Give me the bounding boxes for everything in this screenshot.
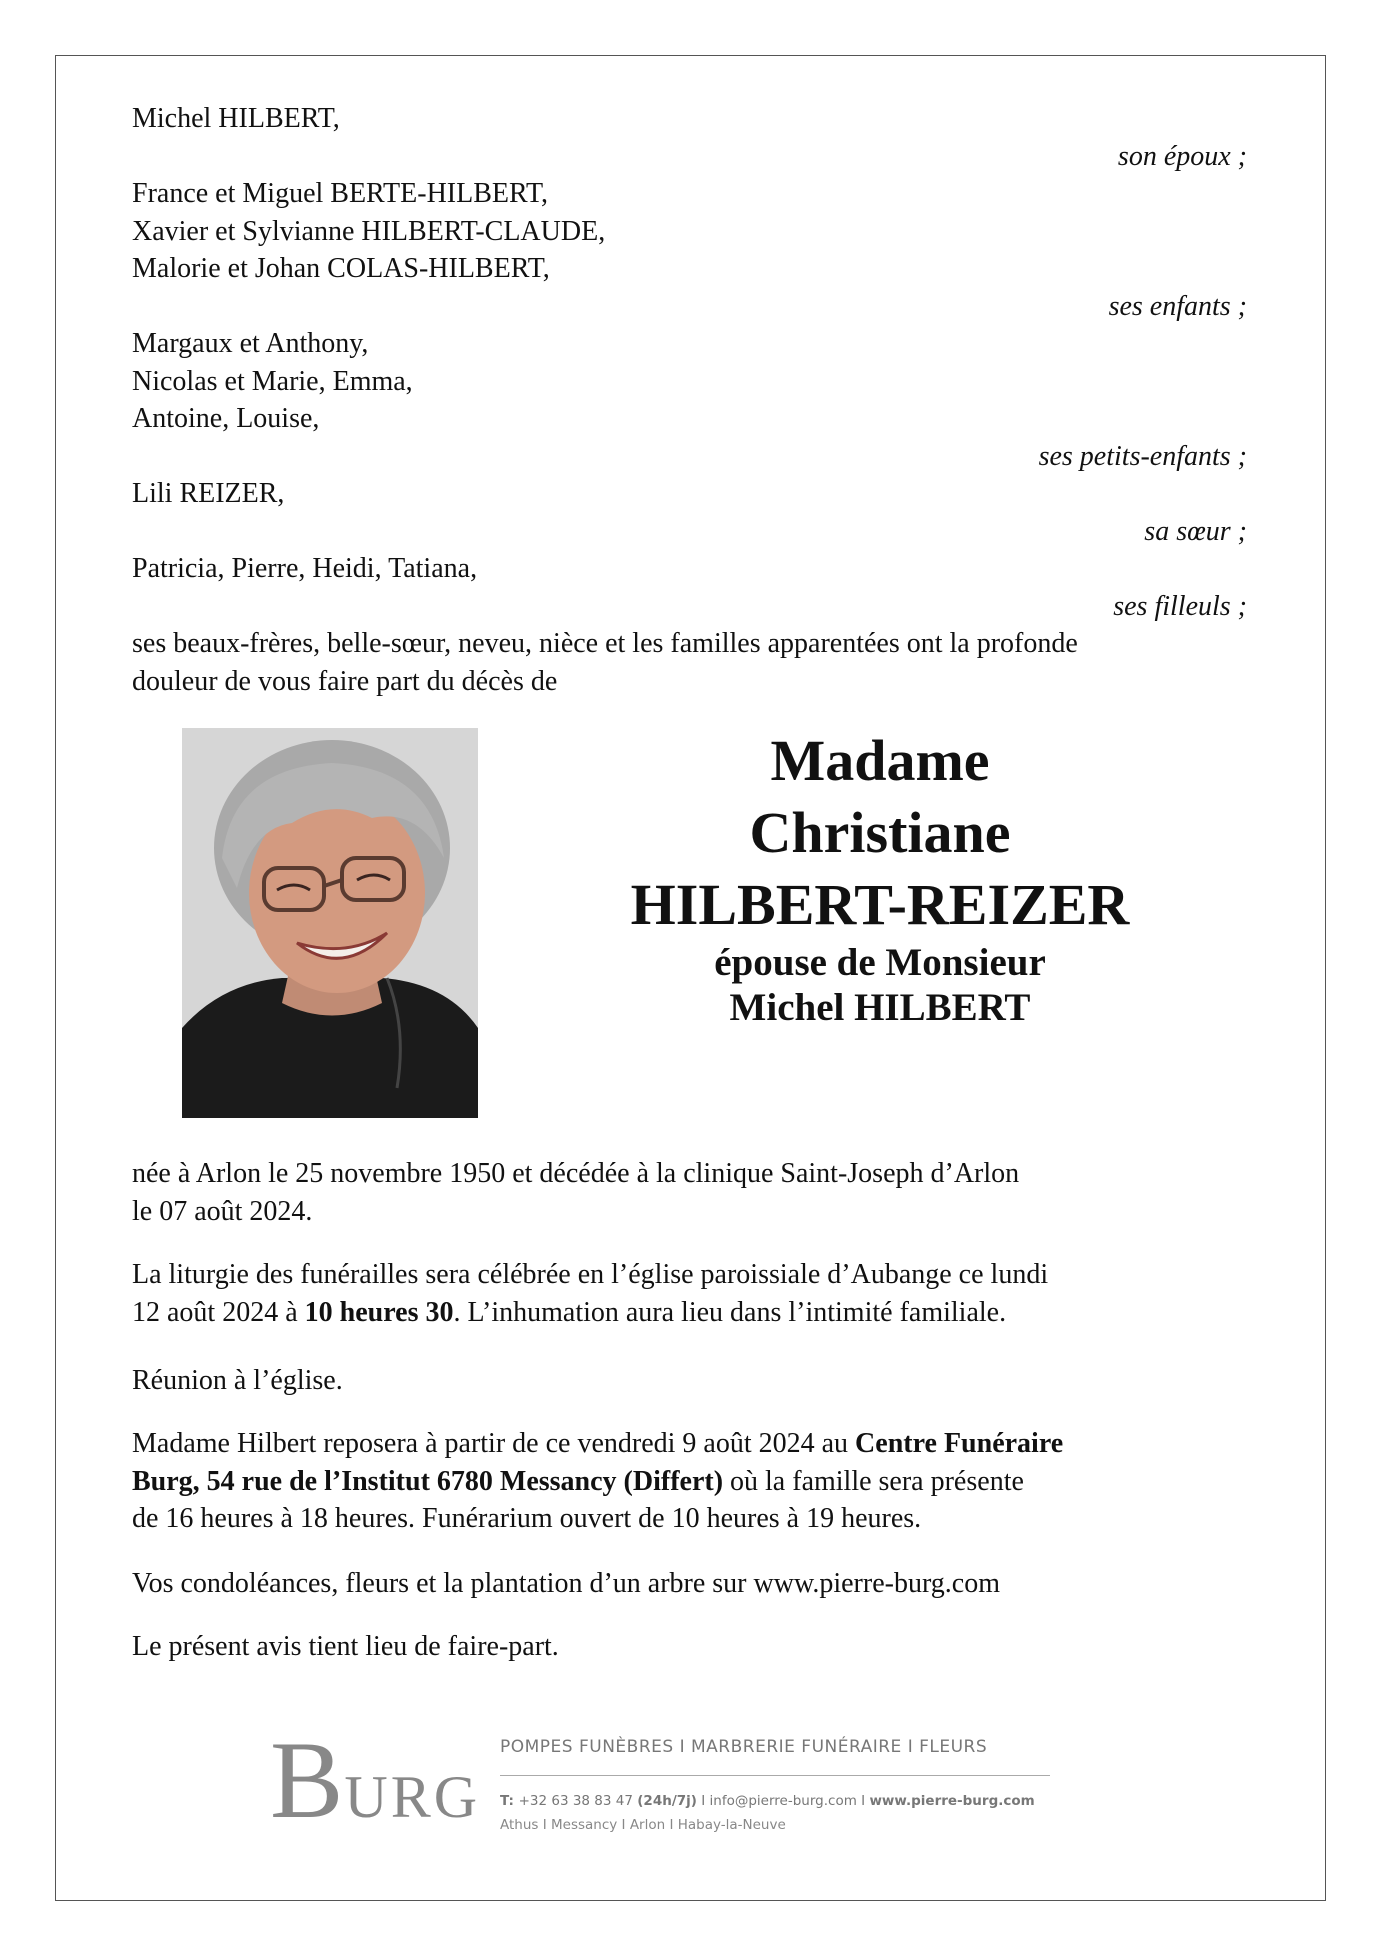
birth-paragraph [132, 1155, 1247, 1230]
liturgy-paragraph [132, 1256, 1247, 1331]
condolences-line: Vos condoléances, fleurs et la plantation d’un arbre sur www.pierre-burg.com [132, 1568, 1000, 1599]
deceased-last-name: HILBERT-REIZER [630, 872, 1130, 937]
rest-text: où la famille sera présente [723, 1465, 1024, 1497]
liturgy-date: 12 août 2024 à [132, 1296, 305, 1328]
child-line: Malorie et Johan COLAS-HILBERT, [132, 253, 550, 284]
funeral-home-footer [270, 1719, 1070, 1845]
phone-prefix: T: [500, 1793, 519, 1809]
notice-paragraph [132, 1628, 1247, 1666]
phone-number: +32 63 38 83 47 [518, 1793, 633, 1809]
grandchild-line: Nicolas et Marie, Emma, [132, 365, 413, 397]
intro-line: douleur de vous faire part du décès de [132, 665, 558, 697]
child-line: France et Miguel BERTE-HILBERT, [132, 178, 549, 209]
deceased-first-name: Christiane [749, 800, 1011, 865]
rest-place: Centre Funéraire [855, 1428, 1064, 1459]
website-link[interactable]: www.pierre-burg.com [869, 1793, 1035, 1809]
grandchild-line: Antoine, Louise, [132, 403, 320, 434]
deceased-title: Madame [770, 728, 990, 793]
spouse-line: Michel HILBERT [729, 986, 1031, 1029]
spouse-line: épouse de Monsieur [714, 941, 1046, 984]
spouse-name: Michel HILBERT, [132, 103, 340, 134]
phone-hours: (24h/7j) [637, 1793, 697, 1809]
rest-line [132, 1425, 1247, 1463]
birth-line: le 07 août 2024. [132, 1195, 313, 1227]
child-line: Xavier et Sylvianne HILBERT-CLAUDE, [132, 215, 606, 247]
rest-line: de 16 heures à 18 heures. Funérarium ouvert de 10 heures à 19 heures. [132, 1503, 922, 1534]
sister-label: sa sœur ; [1144, 515, 1247, 547]
separator: I [861, 1793, 866, 1809]
contact-line [500, 1793, 1035, 1809]
family-list [132, 100, 1247, 700]
intro-line: ses beaux-frères, belle-sœur, neveu, nièce et les familles apparentées ont la profonde [132, 628, 1078, 659]
liturgy-time: 10 heures 30 [304, 1296, 454, 1328]
godchildren-label: ses filleuls ; [1113, 590, 1247, 622]
godchildren-names: Patricia, Pierre, Heidi, Tatiana, [132, 553, 478, 584]
deceased-name-block [560, 730, 1200, 1030]
liturgy-burial: . L’inhumation aura lieu dans l’intimité familiale. [453, 1296, 1007, 1328]
liturgy-line [132, 1294, 1247, 1332]
email-link[interactable]: info@pierre-burg.com [709, 1793, 857, 1809]
portrait-photo [182, 728, 478, 1118]
sister-name: Lili REIZER, [132, 478, 285, 509]
notice-line: Le présent avis tient lieu de faire-part. [132, 1631, 559, 1662]
logo-letters: URG [344, 1764, 481, 1830]
meeting-line: Réunion à l’église. [132, 1365, 343, 1396]
grandchild-line: Margaux et Anthony, [132, 328, 369, 359]
liturgy-line: La liturgie des funérailles sera célébrée en l’église paroissiale d’Aubange ce lundi [132, 1259, 1049, 1290]
spouse-label: son époux ; [1117, 140, 1247, 172]
towns-line: Athus I Messancy I Arlon I Habay-la-Neuve [500, 1817, 786, 1833]
rest-line [132, 1463, 1247, 1501]
grandchildren-label: ses petits-enfants ; [1038, 440, 1247, 472]
condolences-paragraph [132, 1565, 1247, 1603]
separator: I [701, 1793, 706, 1809]
birth-line: née à Arlon le 25 novembre 1950 et décédée à la clinique Saint-Joseph d’Arlon [132, 1158, 1020, 1189]
meeting-paragraph [132, 1362, 1247, 1400]
footer-divider [500, 1775, 1050, 1776]
rest-text: Madame Hilbert reposera à partir de ce vendredi 9 août 2024 au [132, 1428, 856, 1459]
services-line: POMPES FUNÈBRES I MARBRERIE FUNÉRAIRE I FLEURS [500, 1737, 988, 1757]
children-label: ses enfants ; [1108, 290, 1247, 322]
logo-letter: B [270, 1719, 345, 1841]
burg-logo [270, 1719, 481, 1842]
rest-paragraph [132, 1425, 1247, 1538]
rest-place: Burg, 54 rue de l’Institut 6780 Messancy (Differt) [132, 1465, 724, 1497]
